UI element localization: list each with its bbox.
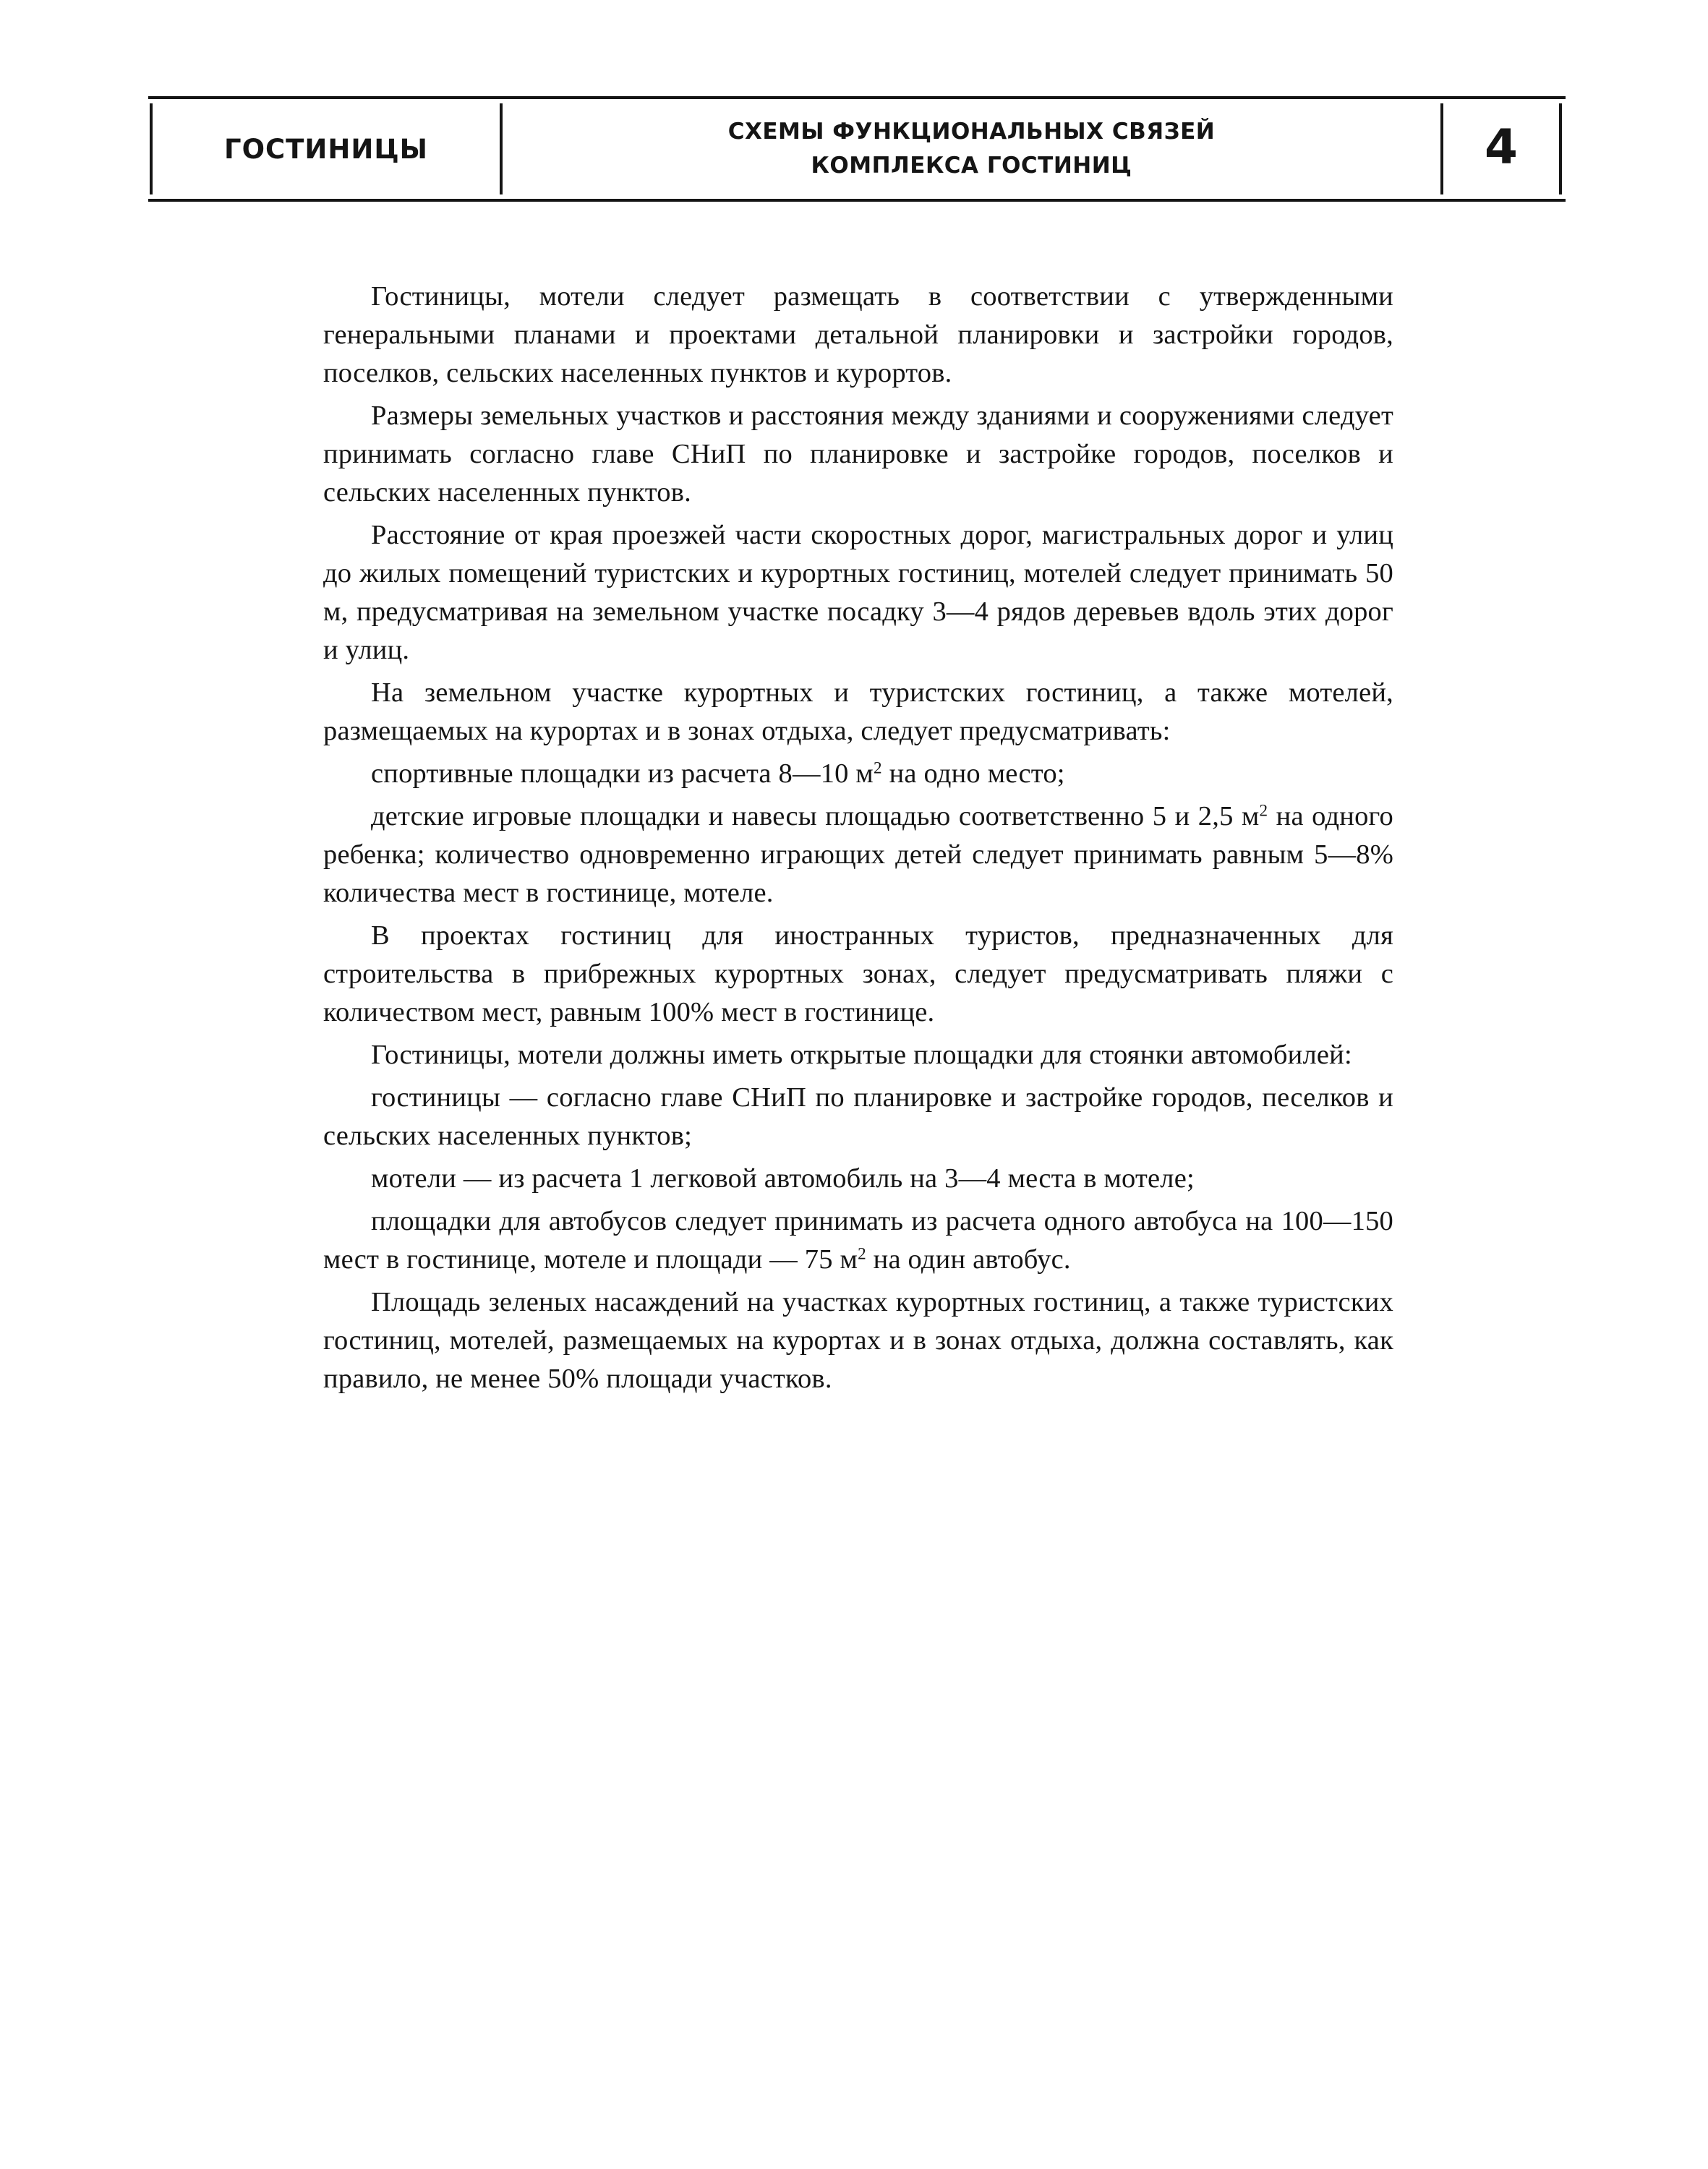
- paragraph: спортивные площадки из расчета 8—10 $м^2$ на одно место;: [371, 758, 1065, 789]
- sheet-title-line-1: СХЕМЫ ФУНКЦИОНАЛЬНЫХ СВЯЗЕЙ: [727, 119, 1216, 145]
- paragraph: Гостиницы, мотели должны иметь открытые площадки для стоянки автомобилей:: [371, 1040, 1352, 1070]
- page-number: 4: [1485, 119, 1518, 175]
- paragraph: В проектах гостиниц для иностранных туристов, предназначенных для строительства в прибрежных курортных зонах, следует предусматривать пляжи с количеством мест, равным 100% мест в гостинице.: [323, 920, 1393, 1027]
- page-header: [148, 96, 1566, 202]
- section-title: ГОСТИНИЦЫ: [224, 133, 428, 165]
- paragraph: детские игровые площадки и навесы площадью соответственно 5 и 2,5 $м^2$ на одного ребенка; количество одновременно играющих детей следует принимать равным 5—8% количества мест в гостинице, мотеле.: [323, 800, 1393, 908]
- sheet-title-line-2: КОМПЛЕКСА ГОСТИНИЦ: [811, 153, 1132, 179]
- sheet-title: [503, 99, 1440, 199]
- paragraph: Площадь зеленых насаждений на участках курортных гостиниц, а также туристских гостиниц, мотелей, размещаемых на курортах и в зонах отдыха, должна составлять, как правило, не менее 50% площади участков.: [323, 1287, 1393, 1394]
- paragraph: Гостиницы, мотели следует размещать в соответствии с утвержденными генеральными планами и проектами детальной планировки и застройки городов, поселков, сельских населенных пунктов и курортов.: [323, 281, 1393, 388]
- header-border-right: [1559, 103, 1562, 194]
- paragraph: гостиницы — согласно главе СНиП по планировке и застройке городов, песелков и сельских населенных пунктов;: [323, 1082, 1393, 1151]
- paragraph: Расстояние от края проезжей части скоростных дорог, магистральных дорог и улиц до жилых помещений туристских и курортных гостиниц, мотелей следует принимать 50 м, предусматривая на земельном участке посадку 3—4 рядов деревьев вдоль этих дорог и улиц.: [323, 520, 1393, 665]
- paragraph: площадки для автобусов следует принимать из расчета одного автобуса на 100—150 мест в гостинице, мотеле и площади — 75 $м^2$ на один автобус.: [323, 1206, 1393, 1275]
- body-text: [323, 278, 1393, 1403]
- paragraph: Размеры земельных участков и расстояния между зданиями и сооружениями следует принимать согласно главе СНиП по планировке и застройке городов, поселков и сельских населенных пунктов.: [323, 401, 1393, 508]
- paragraph: На земельном участке курортных и туристских гостиниц, а также мотелей, размещаемых на курортах и в зонах отдыха, следует предусматривать:: [323, 677, 1393, 746]
- paragraph: мотели — из расчета 1 легковой автомобиль на 3—4 места в мотеле;: [371, 1163, 1195, 1194]
